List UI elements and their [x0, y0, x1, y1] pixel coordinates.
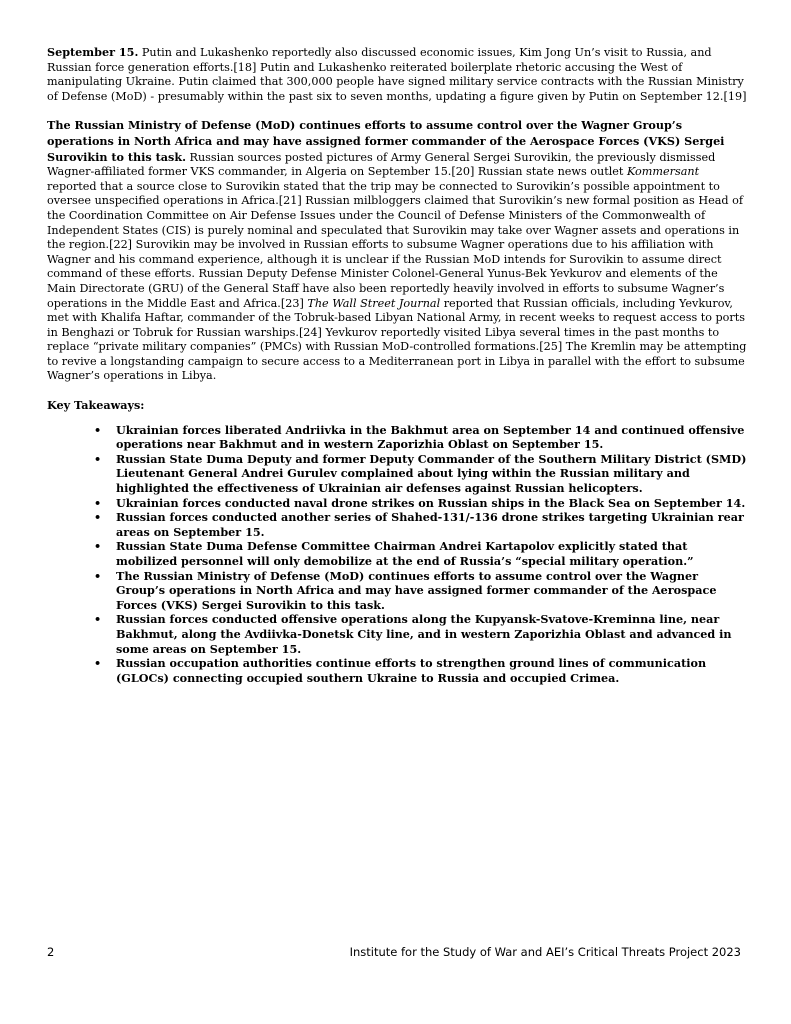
bullet-icon: • — [94, 451, 102, 466]
takeaway-item: • Russian occupation authorities continue efforts to strengthen ground lines of communication (GLOCs) connecting occupied southern Ukraine to Russia and occupied Crimea. — [94, 656, 707, 685]
outlet-name-wsj: The Wall Street Journal — [307, 296, 441, 310]
bullet-icon: • — [94, 495, 102, 510]
paragraph-body-c: reported that Russian officials, including Yevkurov, met with Khalifa Haftar, commander of the Tobruk-based Libyan National Army, in recent weeks to request access to ports in Benghazi or Tobruk for Russian warships.[24] Yevkurov reportedly visited Libya several times in the past months to replace “private military companies” (PMCs) with Russian MoD-controlled formations.[25] The Kremlin may be attempting to revive a longstanding campaign to secure access to a Mediterranean port in Libya in parallel with the effort to subsume Wagner’s operations in Libya. — [47, 296, 747, 383]
takeaway-item: • Russian State Duma Deputy and former Deputy Commander of the Southern Military District (SMD) Lieutenant General Andrei Gurulev complained about lying within the Russian military and highlighted the effectiveness of Ukrainian air defenses against Russian helicopters. — [94, 451, 747, 496]
outlet-name-kommersant: Kommersant — [626, 165, 700, 179]
takeaway-item: • Russian State Duma Defense Committee Chairman Andrei Kartapolov explicitly stated that mobilized personnel will only demobilize at the end of Russia’s “special military operation.” — [94, 539, 694, 568]
bullet-icon: • — [94, 612, 102, 627]
takeaway-item: • The Russian Ministry of Defense (MoD) continues efforts to assume control over the Wagner Group’s operations in North Africa and may have assigned former commander of the Aerospace Forces (VKS) Sergei Surovikin to this task. — [94, 568, 717, 612]
takeaway-item: • Ukrainian forces liberated Andriivka in the Bakhmut area on September 14 and continued offensive operations near Bakhmut and in western Zaporizhia Oblast on September 15. — [94, 422, 745, 452]
key-takeaways-heading: Key Takeaways: — [47, 398, 145, 413]
bullet-icon: • — [94, 422, 102, 437]
footer-organization: Institute for the Study of War and AEI’s Critical Threats Project 2023 — [349, 945, 741, 959]
bullet-icon: • — [94, 656, 102, 671]
bullet-icon: • — [94, 568, 102, 583]
page-number: 2 — [47, 945, 55, 959]
takeaway-item: • Ukrainian forces conducted naval drone strikes on Russian ships in the Black Sea on September 14. — [94, 495, 746, 510]
takeaway-item: • Russian forces conducted offensive operations along the Kupyansk-Svatove-Kreminna line, near Bakhmut, along the Avdiivka-Donetsk City line, and in western Zaporizhia Oblast and advanced in some areas on September 15. — [94, 612, 732, 656]
document-page — [47, 45, 747, 685]
paragraph-body: Putin and Lukashenko reportedly also discussed economic issues, Kim Jong Un’s visit to Russia, and Russian force generation efforts.[18] Putin and Lukashenko reiterated boilerplate rhetoric accusing the West of manipulating Ukraine. Putin claimed that 300,000 people have signed military service contracts with the Russian Ministry of Defense (MoD) - presumably within the past six to seven months, updating a figure given by Putin on September 12.[19] — [47, 46, 747, 103]
paragraph-wagner-north-africa — [47, 118, 747, 384]
paragraph-body-a: Russian sources posted pictures of Army General Sergei Surovikin, the previously dismissed Wagner-affiliated former VKS commander, in Algeria on September 15.[20] Russian state news outlet — [47, 150, 716, 179]
paragraph-putin-lukashenko — [47, 45, 747, 104]
bullet-icon: • — [94, 510, 102, 525]
takeaway-item: • Russian forces conducted another series of Shahed-131/-136 drone strikes targeting Ukrainian rear areas on September 15. — [94, 510, 744, 539]
paragraph-lead-sentence: The Russian Ministry of Defense (MoD) continues efforts to assume control over the Wagner Group’s operations in North Africa and may have assigned former commander of the Aerospace Forces (VKS) Sergei Surovikin to this task. — [47, 118, 725, 164]
bullet-icon: • — [94, 539, 102, 554]
paragraph-body-b: reported that a source close to Surovikin stated that the trip may be connected to Surovikin’s possible appointment to oversee unspecified operations in Africa.[21] Russian milbloggers claimed that Surovikin’s new formal position as Head of the Coordination Committee on Air Defense Issues under the Council of Defense Ministers of the Commonwealth of Independent States (CIS) is purely nominal and speculated that Surovikin may take over Wagner assets and operations in the region.[22] Surovikin may be involved in Russian efforts to subsume Wagner operations due to his affiliation with Wagner and his command experience, although it is unclear if the Russian MoD intends for Surovikin to assume direct command of these efforts. Russian Deputy Defense Minister Colonel-General Yunus-Bek Yevkurov and elements of the Main Directorate (GRU) of the General Staff have also been reportedly heavily involved in efforts to subsume Wagner’s operations in the Middle East and Africa.[23] — [47, 179, 743, 310]
paragraph-lead-date: September 15. — [47, 45, 139, 59]
key-takeaways-list — [47, 423, 747, 686]
